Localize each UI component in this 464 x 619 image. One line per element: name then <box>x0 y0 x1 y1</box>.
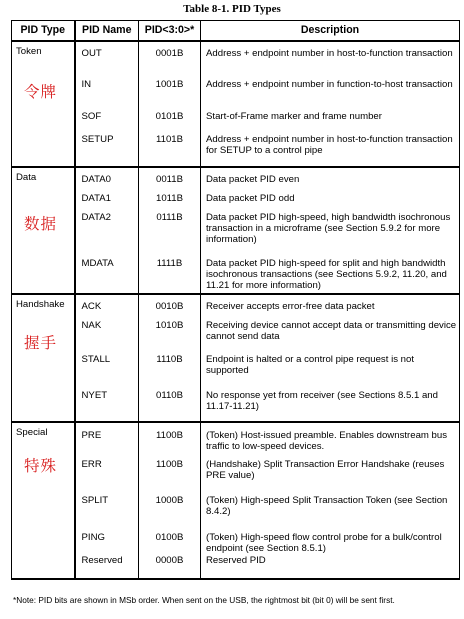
pid-description: Reserved PID <box>206 555 266 566</box>
pid-description: Data packet PID odd <box>206 193 295 204</box>
pid-code: 0110B <box>155 390 184 401</box>
pid-name: Reserved <box>81 555 123 566</box>
pid-description: Receiver accepts error-free data packet <box>206 301 375 312</box>
pid-code: 0011B <box>155 174 184 185</box>
pid-code-cell <box>139 294 201 422</box>
pid-code-cell <box>139 41 201 167</box>
header-pid-name: PID Name <box>75 21 139 42</box>
pid-type-chinese-annotation: 数据 <box>24 216 58 233</box>
pid-description: (Token) High-speed Split Transaction Token (see Section 8.4.2) <box>206 495 448 517</box>
pid-name: DATA2 <box>81 212 111 223</box>
pid-description: Data packet PID high-speed for split and high bandwidth isochronous transactions (see Sections 5.9.2, 11.20, and 11.21 for more information) <box>206 258 447 291</box>
pid-code-cell <box>139 167 201 294</box>
pid-description: Start-of-Frame marker and frame number <box>206 111 382 122</box>
group-type-cell <box>12 294 75 422</box>
pid-description: (Token) Host-issued preamble. Enables downstream bus traffic to low-speed devices. <box>206 430 448 452</box>
pid-description-cell <box>201 294 460 422</box>
pid-description: (Handshake) Split Transaction Error Handshake (reuses PRE value) <box>206 459 445 481</box>
pid-name-cell <box>75 41 139 167</box>
pid-description: Data packet PID even <box>206 174 300 185</box>
pid-code: 0100B <box>155 532 184 543</box>
pid-name: SOF <box>81 111 102 122</box>
pid-group-data <box>12 167 460 294</box>
pid-description-cell <box>201 167 460 294</box>
pid-name: IN <box>81 79 92 90</box>
header-pid-type: PID Type <box>12 21 75 42</box>
pid-code: 0010B <box>155 301 184 312</box>
footnote: *Note: PID bits are shown in MSb order. When sent on the USB, the rightmost bit (bit 0) will be sent first. <box>13 595 395 605</box>
pid-name: PRE <box>81 430 102 441</box>
table-title: Table 8-1. PID Types <box>183 3 281 15</box>
header-row <box>12 21 460 42</box>
pid-type-label: Token <box>16 46 42 57</box>
group-type-cell <box>12 167 75 294</box>
pid-code: 0000B <box>155 555 184 566</box>
pid-code: 1110B <box>156 354 183 365</box>
pid-name: NAK <box>81 320 102 331</box>
pid-name: SPLIT <box>81 495 109 506</box>
pid-description: No response yet from receiver (see Sections 8.5.1 and 11.17-11.21) <box>206 390 438 412</box>
pid-description-cell <box>201 422 460 579</box>
pid-code: 1001B <box>155 79 184 90</box>
pid-code: 1101B <box>155 134 184 145</box>
pid-type-chinese-annotation: 特殊 <box>24 458 58 475</box>
pid-type-label: Data <box>16 172 37 183</box>
pid-name-cell <box>75 294 139 422</box>
pid-description: Address + endpoint number in function-to-host transaction <box>206 79 453 90</box>
group-type-cell <box>12 422 75 579</box>
header-pid-code: PID<3:0>* <box>139 21 201 42</box>
pid-description: Address + endpoint number in host-to-function transaction <box>206 48 453 59</box>
group-type-cell <box>12 41 75 167</box>
pid-types-table <box>11 20 460 580</box>
pid-code: 1111B <box>156 258 183 269</box>
pid-type-label: Handshake <box>16 299 65 310</box>
pid-name: STALL <box>81 354 111 365</box>
pid-name: MDATA <box>81 258 114 269</box>
pid-description: Receiving device cannot accept data or transmitting device cannot send data <box>206 320 457 342</box>
pid-name: DATA1 <box>81 193 111 204</box>
pid-code: 0101B <box>155 111 184 122</box>
pid-code: 1010B <box>155 320 184 331</box>
pid-description: Data packet PID high-speed, high bandwidth isochronous transaction in a microframe (see Section 5.9.2 for more information) <box>206 212 451 245</box>
pid-name: SETUP <box>81 134 114 145</box>
header-description: Description <box>201 21 460 42</box>
pid-name-cell <box>75 422 139 579</box>
pid-code: 0001B <box>155 48 184 59</box>
pid-type-chinese-annotation: 握手 <box>24 335 58 352</box>
pid-code: 1100B <box>155 430 184 441</box>
pid-description: Address + endpoint number in host-to-function transaction for SETUP to a control pipe <box>206 134 453 156</box>
pid-name-cell <box>75 167 139 294</box>
pid-description: Endpoint is halted or a control pipe request is not supported <box>206 354 414 376</box>
pid-name: ACK <box>81 301 102 312</box>
pid-code: 0111B <box>156 212 183 223</box>
pid-code: 1011B <box>155 193 184 204</box>
pid-type-label: Special <box>16 427 48 438</box>
pid-type-chinese-annotation: 令牌 <box>24 84 58 101</box>
pid-group-handshake <box>12 294 460 422</box>
pid-name: PING <box>81 532 105 543</box>
pid-description-cell <box>201 41 460 167</box>
pid-name: DATA0 <box>81 174 111 185</box>
pid-description: (Token) High-speed flow control probe for a bulk/control endpoint (see Section 8.5.1) <box>206 532 442 554</box>
pid-code-cell <box>139 422 201 579</box>
pid-name: NYET <box>81 390 108 401</box>
pid-group-special <box>12 422 460 579</box>
pid-group-token <box>12 41 460 167</box>
pid-code: 1100B <box>155 459 184 470</box>
pid-name: OUT <box>81 48 102 59</box>
pid-code: 1000B <box>155 495 184 506</box>
pid-name: ERR <box>81 459 102 470</box>
